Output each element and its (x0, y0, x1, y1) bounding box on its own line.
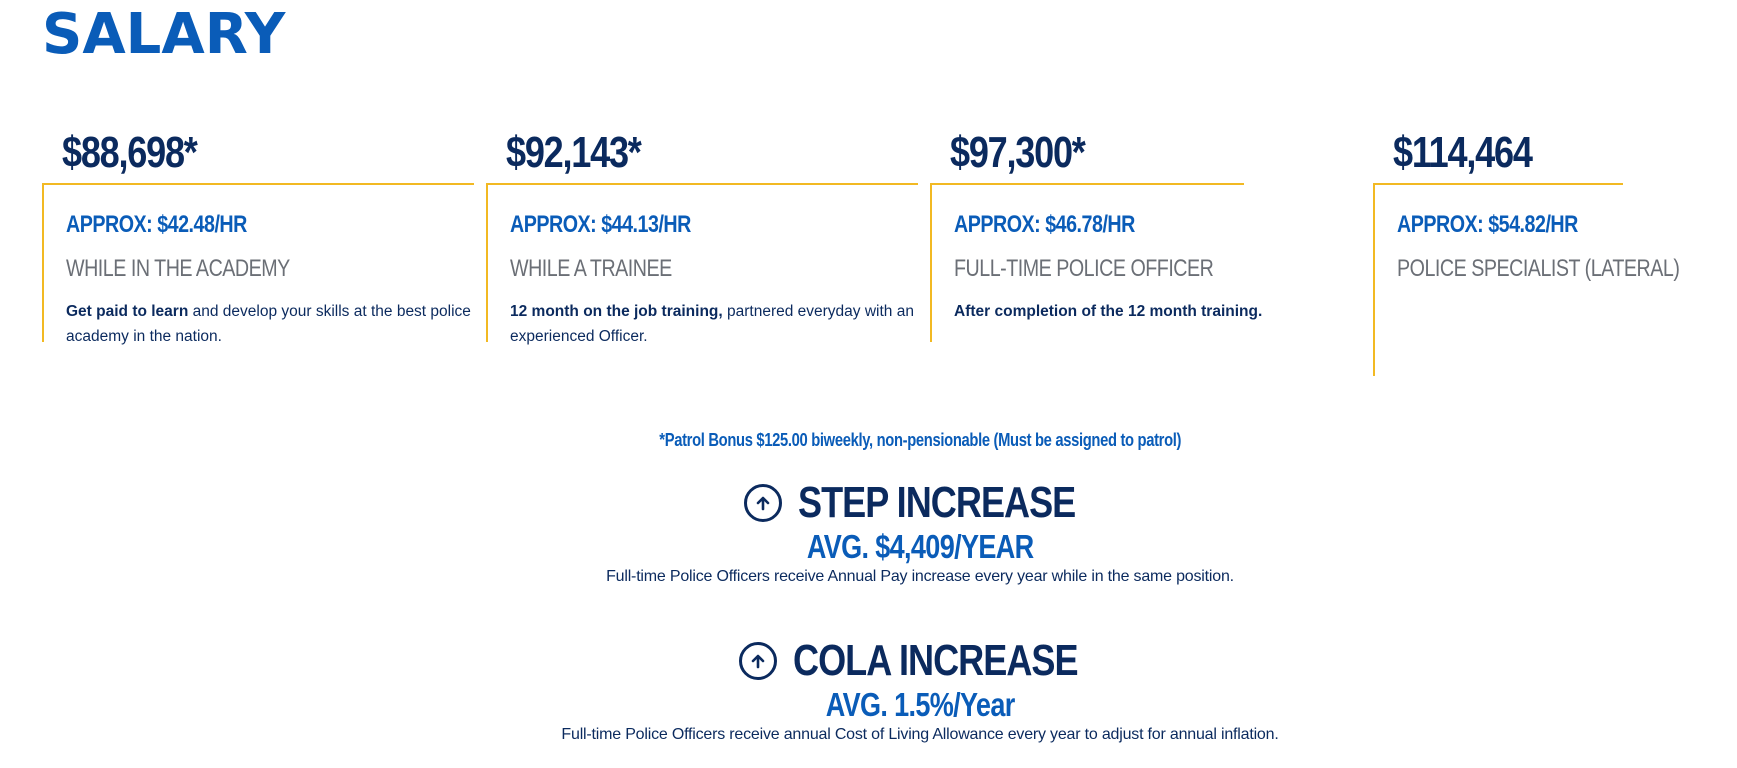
description-text: partnered everyday with an experienced Officer. (510, 303, 914, 345)
step-increase-section (0, 478, 1737, 586)
hourly-rate: APPROX: $42.48/HR (66, 211, 247, 238)
role-label: POLICE SPECIALIST (LATERAL) (1397, 255, 1680, 282)
hourly-rate: APPROX: $44.13/HR (510, 211, 691, 238)
patrol-bonus-text: *Patrol Bonus $125.00 biweekly, non-pensionable (Must be assigned to patrol) (659, 430, 1181, 450)
arrow-up-circle-icon (739, 642, 777, 680)
role-description (954, 299, 1294, 324)
role-description (510, 299, 915, 349)
salary-amount: $114,464 (1393, 128, 1532, 177)
description-text: and develop your skills at the best police academy in the nation. (66, 303, 471, 345)
salary-amount: $97,300* (950, 128, 1085, 177)
cola-increase-section (0, 636, 1737, 744)
step-increase-note: Full-time Police Officers receive Annual Pay increase every year while in the same position. (606, 568, 1234, 585)
cola-increase-heading: COLA INCREASE (793, 636, 1079, 685)
hourly-rate: APPROX: $54.82/HR (1397, 211, 1578, 238)
step-increase-header (0, 478, 1737, 528)
salary-card-box (1373, 183, 1680, 376)
salary-amount: $92,143* (506, 128, 641, 177)
salary-card-box (930, 183, 1263, 342)
hourly-rate: APPROX: $46.78/HR (954, 211, 1135, 238)
step-increase-average: AVG. $4,409/YEAR (806, 528, 1034, 565)
salary-card-box (42, 183, 474, 345)
role-description (66, 299, 476, 349)
cola-increase-heading-row (739, 636, 1100, 686)
step-increase-heading-row (744, 478, 1096, 528)
description-highlight: After completion of the 12 month training. (954, 303, 1263, 320)
salary-card-box (486, 183, 918, 345)
cola-increase-header (0, 636, 1737, 686)
role-label: WHILE A TRAINEE (510, 255, 672, 282)
cola-increase-note: Full-time Police Officers receive annual Cost of Living Allowance every year to adjust for annual inflation. (561, 726, 1279, 743)
salary-amount: $88,698* (62, 128, 197, 177)
step-increase-heading: STEP INCREASE (797, 478, 1076, 527)
description-highlight: Get paid to learn (66, 303, 189, 320)
cola-increase-average: AVG. 1.5%/Year (825, 686, 1015, 723)
patrol-bonus-note (0, 430, 1737, 451)
role-label: WHILE IN THE ACADEMY (66, 255, 290, 282)
arrow-up-circle-icon (744, 484, 782, 522)
description-highlight: 12 month on the job training, (510, 303, 723, 320)
role-label: FULL-TIME POLICE OFFICER (954, 255, 1214, 282)
page-title: SALARY (42, 2, 286, 67)
